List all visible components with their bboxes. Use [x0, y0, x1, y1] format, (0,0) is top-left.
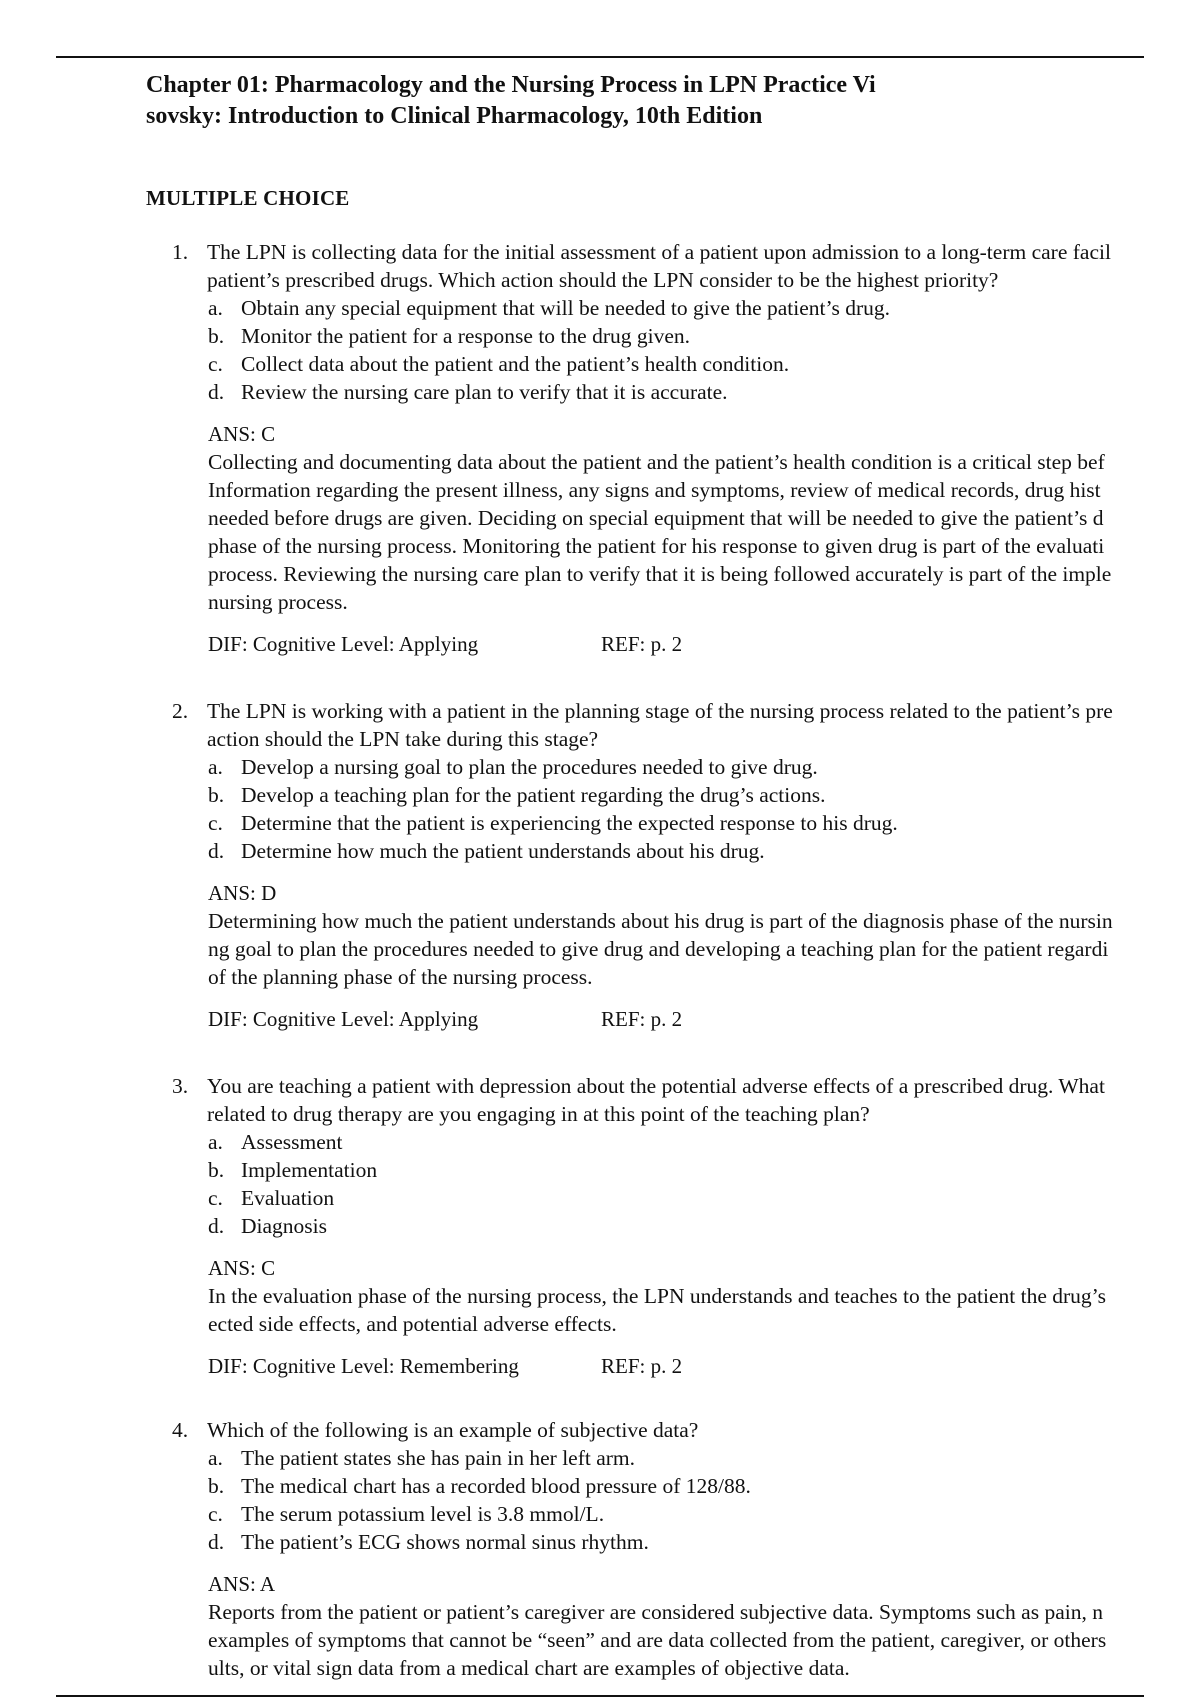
answer-key: ANS: C: [208, 422, 276, 446]
stem-line: Which of the following is an example of subjective data?: [207, 1418, 699, 1442]
option-a: [208, 1444, 1200, 1472]
question-number: 2.: [172, 699, 189, 723]
option-a: [208, 753, 1200, 781]
question-stem: [172, 1072, 1200, 1128]
option-list: [208, 1128, 1200, 1240]
option-text: The medical chart has a recorded blood pressure of 128/88.: [241, 1474, 751, 1498]
option-text: Develop a nursing goal to plan the procedures needed to give drug.: [241, 755, 818, 779]
chapter-title-line-2: sovsky: Introduction to Clinical Pharmacology, 10th Edition: [146, 103, 763, 129]
option-letter: d.: [208, 1214, 225, 1238]
option-text: Determine how much the patient understands about his drug.: [241, 839, 765, 863]
option-letter: c.: [208, 1186, 223, 1210]
answer-key: ANS: C: [208, 1256, 276, 1280]
answer-key: ANS: D: [208, 881, 277, 905]
question-stem: [172, 238, 1200, 294]
option-text: Implementation: [241, 1158, 378, 1182]
rationale: [208, 448, 1200, 616]
option-text: The patient’s ECG shows normal sinus rhythm.: [241, 1530, 649, 1554]
option-list: [208, 1444, 1200, 1556]
option-d: [208, 837, 1200, 865]
question-number: 3.: [172, 1074, 189, 1098]
question-4: [172, 1416, 1200, 1682]
question-2: [172, 697, 1200, 1033]
option-c: [208, 1500, 1200, 1528]
option-text: Review the nursing care plan to verify that it is accurate.: [241, 380, 728, 404]
option-b: [208, 1156, 1200, 1184]
option-list: [208, 294, 1200, 406]
difficulty-level: DIF: Cognitive Level: Remembering: [208, 1354, 519, 1378]
stem-line: action should the LPN take during this stage?: [207, 727, 599, 751]
stem-line: related to drug therapy are you engaging in at this point of the teaching plan?: [207, 1102, 870, 1126]
option-letter: b.: [208, 1158, 225, 1182]
option-c: [208, 350, 1200, 378]
section-heading: MULTIPLE CHOICE: [146, 186, 350, 210]
rationale-line: phase of the nursing process. Monitoring the patient for his response to given drug is part of the evaluati: [208, 534, 1105, 558]
rationale-line: ng goal to plan the procedures needed to give drug and developing a teaching plan for the patient regardi: [208, 937, 1109, 961]
question-1: [172, 238, 1200, 658]
chapter-title-line-1: Chapter 01: Pharmacology and the Nursing Process in LPN Practice Vi: [146, 72, 876, 98]
option-text: Evaluation: [241, 1186, 335, 1210]
option-letter: d.: [208, 839, 225, 863]
question-stem: [172, 697, 1200, 753]
option-text: Collect data about the patient and the patient’s health condition.: [241, 352, 790, 376]
question-meta: [208, 630, 1200, 658]
rationale-line: ults, or vital sign data from a medical chart are examples of objective data.: [208, 1656, 850, 1680]
option-letter: a.: [208, 1446, 223, 1470]
rationale-line: examples of symptoms that cannot be “seen” and are data collected from the patient, caregiver, or others: [208, 1628, 1107, 1652]
option-letter: a.: [208, 1130, 223, 1154]
question-stem: [172, 1416, 1200, 1444]
page-reference: REF: p. 2: [601, 1354, 683, 1378]
option-letter: c.: [208, 1502, 223, 1526]
rationale-line: needed before drugs are given. Deciding on special equipment that will be needed to give the patient’s d: [208, 506, 1104, 530]
rationale: [208, 1598, 1200, 1682]
option-letter: b.: [208, 783, 225, 807]
option-letter: a.: [208, 755, 223, 779]
option-a: [208, 1128, 1200, 1156]
rationale-line: In the evaluation phase of the nursing process, the LPN understands and teaches to the patient the drug’s: [208, 1284, 1106, 1308]
option-letter: d.: [208, 1530, 225, 1554]
question-3: [172, 1072, 1200, 1380]
stem-line: patient’s prescribed drugs. Which action should the LPN consider to be the highest priority?: [207, 268, 999, 292]
option-letter: c.: [208, 811, 223, 835]
option-text: Obtain any special equipment that will be needed to give the patient’s drug.: [241, 296, 890, 320]
question-meta: [208, 1005, 1200, 1033]
option-letter: d.: [208, 380, 225, 404]
question-meta: [208, 1352, 1200, 1380]
page-reference: REF: p. 2: [601, 632, 683, 656]
option-text: The patient states she has pain in her left arm.: [241, 1446, 636, 1470]
question-number: 1.: [172, 240, 189, 264]
rationale: [208, 907, 1200, 991]
rationale-line: process. Reviewing the nursing care plan to verify that it is being followed accurately is part of the imple: [208, 562, 1112, 586]
option-d: [208, 1528, 1200, 1556]
option-a: [208, 294, 1200, 322]
option-letter: a.: [208, 296, 223, 320]
rationale-line: Information regarding the present illness, any signs and symptoms, review of medical records, drug hist: [208, 478, 1101, 502]
rationale: [208, 1282, 1200, 1338]
top-rule: [56, 56, 1144, 58]
option-text: The serum potassium level is 3.8 mmol/L.: [241, 1502, 605, 1526]
document-header: [146, 70, 946, 132]
option-text: Monitor the patient for a response to the drug given.: [241, 324, 691, 348]
option-c: [208, 1184, 1200, 1212]
rationale-line: nursing process.: [208, 590, 348, 614]
stem-line: You are teaching a patient with depression about the potential adverse effects of a prescribed drug. What: [207, 1074, 1105, 1098]
option-letter: b.: [208, 1474, 225, 1498]
rationale-line: Determining how much the patient understands about his drug is part of the diagnosis phase of the nursin: [208, 909, 1113, 933]
stem-line: The LPN is collecting data for the initial assessment of a patient upon admission to a long-term care facil: [207, 240, 1111, 264]
option-text: Assessment: [241, 1130, 343, 1154]
option-list: [208, 753, 1200, 865]
bottom-rule: [56, 1695, 1144, 1697]
option-d: [208, 1212, 1200, 1240]
option-text: Diagnosis: [241, 1214, 327, 1238]
page-reference: REF: p. 2: [601, 1007, 683, 1031]
chapter-title: [146, 70, 946, 132]
difficulty-level: DIF: Cognitive Level: Applying: [208, 1007, 479, 1031]
difficulty-level: DIF: Cognitive Level: Applying: [208, 632, 479, 656]
option-b: [208, 781, 1200, 809]
answer-key: ANS: A: [208, 1572, 276, 1596]
option-c: [208, 809, 1200, 837]
option-b: [208, 322, 1200, 350]
option-text: Determine that the patient is experiencing the expected response to his drug.: [241, 811, 898, 835]
rationale-line: Reports from the patient or patient’s caregiver are considered subjective data. Symptoms such as pain, n: [208, 1600, 1103, 1624]
option-text: Develop a teaching plan for the patient regarding the drug’s actions.: [241, 783, 826, 807]
option-d: [208, 378, 1200, 406]
option-letter: b.: [208, 324, 225, 348]
option-b: [208, 1472, 1200, 1500]
rationale-line: ected side effects, and potential adverse effects.: [208, 1312, 617, 1336]
rationale-line: Collecting and documenting data about the patient and the patient’s health condition is a critical step bef: [208, 450, 1105, 474]
question-number: 4.: [172, 1418, 189, 1442]
option-letter: c.: [208, 352, 223, 376]
rationale-line: of the planning phase of the nursing process.: [208, 965, 593, 989]
stem-line: The LPN is working with a patient in the planning stage of the nursing process related to the patient’s pre: [207, 699, 1113, 723]
